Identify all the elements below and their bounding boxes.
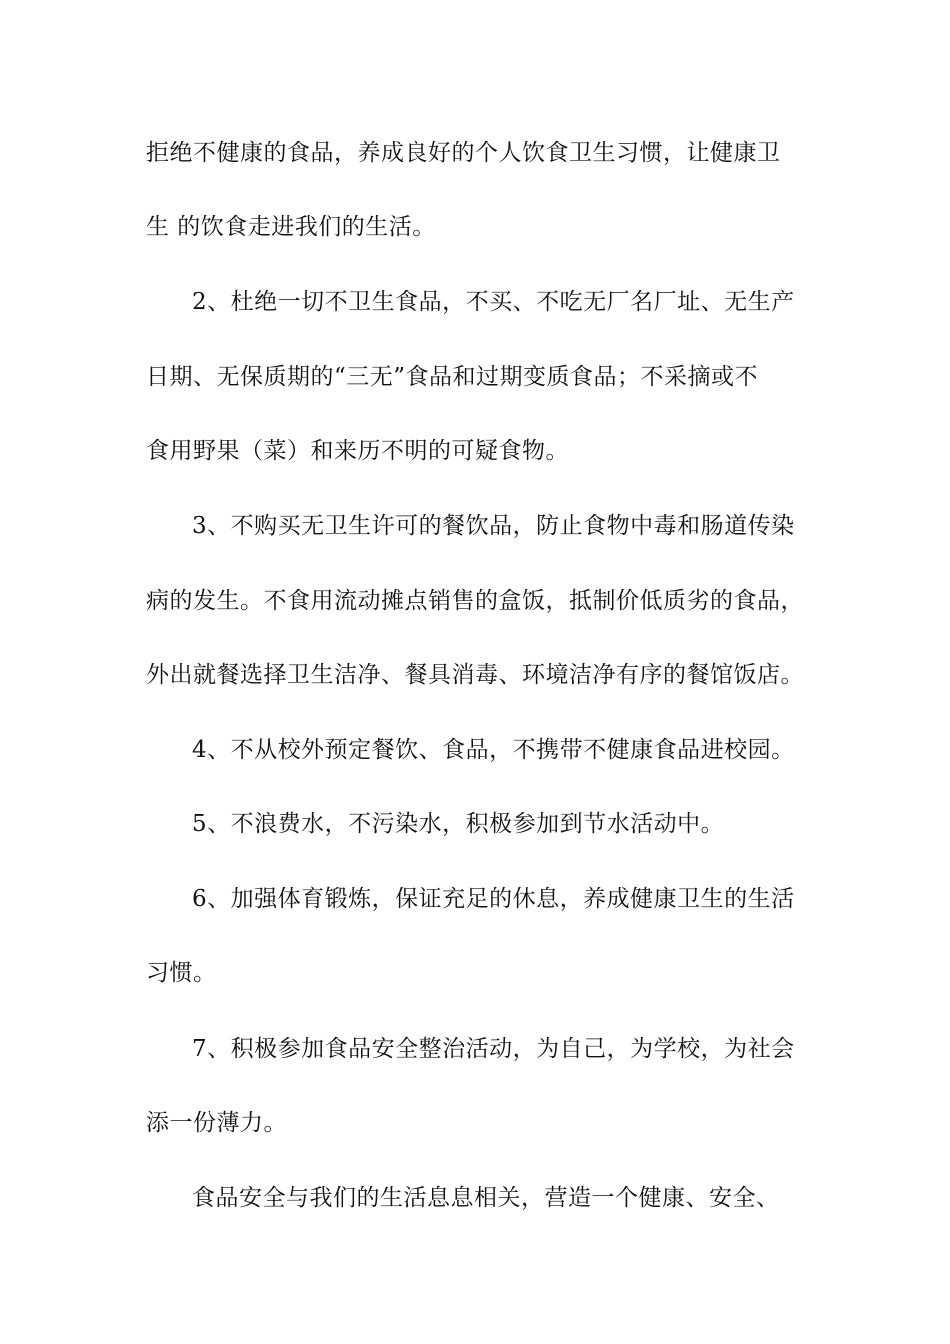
text-line: 病的发生。不食用流动摊点销售的盒饭，抵制价低质劣的食品，	[146, 588, 804, 614]
text-line: 7、积极参加食品安全整治活动，为自己，为学校，为社会	[192, 1036, 795, 1062]
text-line: 添一份薄力。	[146, 1110, 287, 1136]
text-line: 6、加强体育锻炼，保证充足的休息，养成健康卫生的生活	[192, 886, 795, 912]
text-line: 食用野果（菜）和来历不明的可疑食物。	[146, 438, 569, 464]
text-line: 外出就餐选择卫生洁净、餐具消毒、环境洁净有序的餐馆饭店。	[146, 662, 804, 688]
text-line: 4、不从校外预定餐饮、食品，不携带不健康食品进校园。	[192, 737, 795, 763]
text-line: 拒绝不健康的食品，养成良好的个人饮食卫生习惯，让健康卫	[146, 140, 781, 166]
text-line: 生 的饮食走进我们的生活。	[146, 214, 436, 240]
text-line: 3、不购买无卫生许可的餐饮品，防止食物中毒和肠道传染	[192, 513, 795, 539]
text-line: 日期、无保质期的“三无”食品和过期变质食品；不采摘或不	[146, 364, 759, 390]
text-line: 5、不浪费水，不污染水，积极参加到节水活动中。	[192, 811, 725, 837]
text-line: 食品安全与我们的生活息息相关，营造一个健康、安全、	[192, 1185, 780, 1211]
text-line: 2、杜绝一切不卫生食品，不买、不吃无厂名厂址、无生产	[192, 289, 795, 315]
text-line: 习惯。	[146, 960, 217, 986]
